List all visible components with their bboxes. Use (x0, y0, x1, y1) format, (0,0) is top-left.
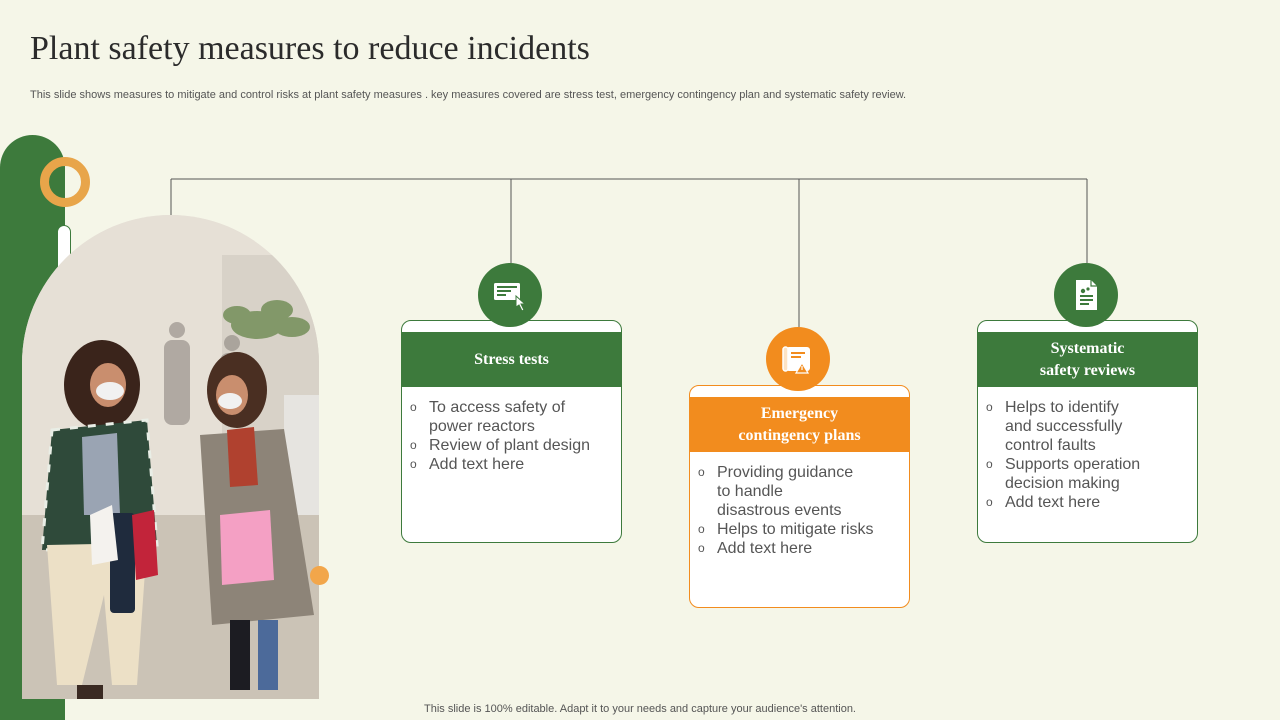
emergency-plans-card (689, 385, 910, 608)
list-item: o Add text here (986, 494, 1101, 511)
monitor-touch-icon (478, 263, 542, 327)
list-item: o Providing guidance to handle disastrous events (698, 464, 854, 519)
card-bullets (986, 398, 1140, 512)
scroll-warning-icon (766, 327, 830, 391)
safety-reviews-card (977, 320, 1198, 543)
list-item: o Helps to identify and successfully control faults (986, 399, 1123, 454)
list-item: o Supports operation decision making (986, 456, 1141, 492)
list-item: o Review of plant design (410, 437, 590, 454)
list-item: o To access safety of power reactors (410, 399, 566, 435)
card-bullets (410, 398, 590, 474)
card-heading: Systematic safety reviews (977, 332, 1198, 387)
page-subtitle: This slide shows measures to mitigate and control risks at plant safety measures . key measures covered are stress test, emergency contingency plan and systematic safety review. (30, 89, 907, 101)
stress-tests-card (401, 320, 622, 543)
card-bullets (698, 463, 874, 558)
list-item: o Helps to mitigate risks (698, 521, 874, 538)
card-heading: Stress tests (401, 332, 622, 387)
list-item: o Add text here (410, 456, 525, 473)
document-review-icon (1054, 263, 1118, 327)
list-item: o Add text here (698, 540, 813, 557)
footer-note: This slide is 100% editable. Adapt it to your needs and capture your audience's attention. (424, 703, 856, 715)
card-heading: Emergency contingency plans (689, 397, 910, 452)
page-title: Plant safety measures to reduce incidents (30, 30, 590, 67)
